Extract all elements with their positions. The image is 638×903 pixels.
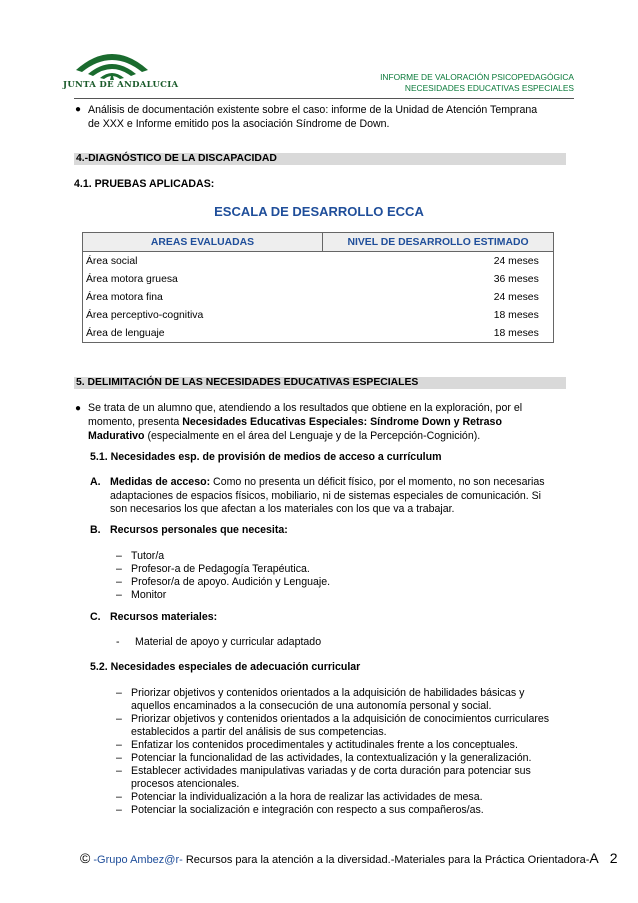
page-number: 2 [609, 850, 618, 866]
cell-level: 18 meses [493, 327, 539, 339]
cell-area: Área perceptivo-cognitiva [86, 309, 204, 321]
footer-letter: A [589, 850, 599, 866]
col-header-area: AREAS EVALUADAS [83, 233, 323, 252]
col-header-level: NIVEL DE DESARROLLO ESTIMADO [323, 233, 554, 252]
dash-icon: – [116, 589, 122, 601]
footer-group: -Grupo Ambez@r- [90, 854, 183, 866]
logo-text: JUNTA DE ANDALUCIA [63, 80, 179, 90]
bullet-icon: ● [75, 403, 82, 414]
cell-area: Área motora gruesa [86, 273, 178, 285]
table-row [83, 288, 554, 306]
list-item: Monitor [131, 589, 167, 601]
list-item: Material de apoyo y curricular adaptado [135, 636, 322, 648]
access-measures-text: Medidas de acceso: Como no presenta un déficit físico, por el momento, no son necesarias adaptaciones de espacios físicos, mobiliario, ni de sistemas especiales de comunicación. Si son necesarios los que afectan a los materiales con los que va a trabajar. [110, 476, 545, 515]
dash-icon: – [116, 576, 122, 588]
cell-area: Área motora fina [86, 291, 163, 303]
section-5-heading: 5. DELIMITACIÓN DE LAS NECESIDADES EDUCATIVAS ESPECIALES [74, 377, 566, 389]
ecca-table-title: ESCALA DE DESARROLLO ECCA [214, 204, 424, 219]
subsection-4-1: 4.1. PRUEBAS APLICADAS: [74, 178, 215, 190]
table-row [83, 270, 554, 288]
header-title-line2: NECESIDADES EDUCATIVAS ESPECIALES [404, 83, 574, 93]
intro-bullet-text: Análisis de documentación existente sobre el caso: informe de la Unidad de Atención Temprana de XXX e Informe emitido pos la asociación Síndrome de Down. [88, 104, 538, 130]
personal-resources-label: Recursos personales que necesita: [110, 524, 288, 536]
cell-level: 36 meses [493, 273, 539, 285]
dash-icon: – [116, 752, 122, 764]
list-item: Potenciar la funcionalidad de las actividades, la contextualización y la generalización. [131, 752, 532, 764]
list-item: Profesor/a de apoyo. Audición y Lenguaje. [131, 576, 331, 588]
cell-level: 24 meses [493, 291, 539, 303]
section-5-bullet-text: Se trata de un alumno que, atendiendo a los resultados que obtiene en la exploración, por el momento, presenta Necesidades Educativas Especiales: Síndrome Down y Retraso Madurativo (especialmente en el área del Lenguaje y de la Percepción-Cognición). [88, 402, 523, 442]
item-letter-a: A. [90, 476, 101, 488]
list-item: Potenciar la individualización a la hora de realizar las actividades de mesa. [131, 791, 483, 803]
table-row [83, 324, 554, 343]
material-resources-label: Recursos materiales: [110, 611, 218, 623]
dash-icon: – [116, 687, 122, 699]
list-item: Priorizar objetivos y contenidos orientados a la adquisición de habilidades básicas y aquellos encaminados a la consecución de una autonomía personal y social. [131, 687, 525, 712]
list-item: Tutor/a [131, 550, 165, 562]
table-row [83, 252, 554, 271]
cell-area: Área de lenguaje [86, 327, 165, 339]
dash-icon: – [116, 739, 122, 751]
ecca-table [82, 232, 554, 343]
subsection-5-2: 5.2. Necesidades especiales de adecuación curricular [90, 661, 361, 673]
copyright-icon: © [80, 850, 91, 866]
dash-icon: - [116, 636, 120, 648]
dash-icon: – [116, 765, 122, 777]
section-4-heading: 4.-DIAGNÓSTICO DE LA DISCAPACIDAD [74, 153, 566, 165]
cell-level: 24 meses [493, 255, 539, 267]
list-item: Enfatizar los contenidos procedimentales y actitudinales frente a los conceptuales. [131, 739, 518, 751]
item-letter-b: B. [90, 524, 101, 536]
list-item: Profesor-a de Pedagogía Terapéutica. [131, 563, 310, 575]
list-item: Establecer actividades manipulativas variadas y de corta duración para potenciar sus procesos atencionales. [131, 765, 531, 790]
list-item: Priorizar objetivos y contenidos orientados a la adquisición de conocimientos curriculares establecidos a partir del análisis de sus competencias. [131, 713, 550, 738]
dash-icon: – [116, 791, 122, 803]
cell-level: 18 meses [493, 309, 539, 321]
dash-icon: – [116, 550, 122, 562]
list-item: Potenciar la socialización e integración con respecto a sus compañeros/as. [131, 804, 484, 816]
dash-icon: – [116, 804, 122, 816]
dash-icon: – [116, 713, 122, 725]
header-divider [74, 98, 574, 99]
table-row [83, 306, 554, 324]
subsection-5-1: 5.1. Necesidades esp. de provisión de medios de acceso a currículum [90, 451, 442, 463]
cell-area: Área social [86, 255, 138, 267]
header-title-line1: INFORME DE VALORACIÓN PSICOPEDAGÓGICA [380, 72, 574, 82]
dash-icon: – [116, 563, 122, 575]
bullet-icon: ● [75, 104, 82, 115]
page-footer [80, 850, 618, 866]
footer-text: Recursos para la atención a la diversidad.-Materiales para la Práctica Orientadora- [182, 854, 590, 866]
item-letter-c: C. [90, 611, 101, 623]
